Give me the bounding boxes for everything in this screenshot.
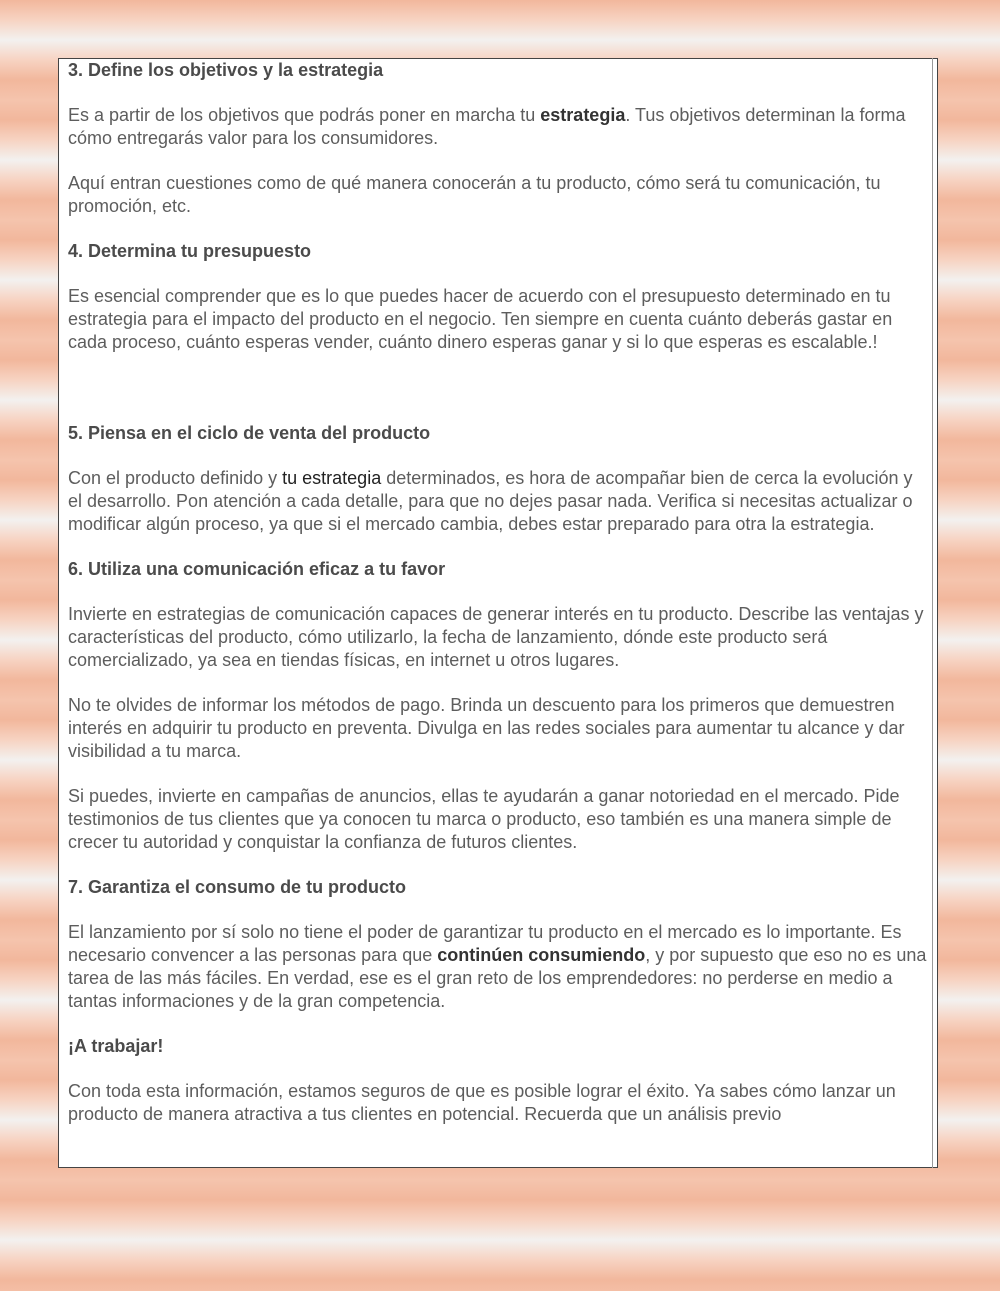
paragraph-comunicacion-1: Invierte en estrategias de comunicación capaces de generar interés en tu producto. Describe las ventajas y características del producto, cómo utilizarlo, la fecha de lanzamiento, dónde este producto será comercializado, ya sea en tiendas físicas, en internet u otros lugares. [68, 604, 924, 670]
heading-consumo: 7. Garantiza el consumo de tu producto [68, 877, 407, 897]
paragraph-consumo [68, 921, 929, 1013]
link-tu-estrategia[interactable]: tu estrategia [282, 468, 382, 488]
paragraph-ciclo-venta [68, 467, 929, 536]
text-run: determinados, es hora de acompañar bien de cerca la evolución y el desarrollo. Pon atención a cada detalle, para que no dejes pasar nada. Verifica si necesitas actualizar o modificar algún proceso, ya que si el mercado cambia, debes estar preparado para otra la estrategia. [68, 468, 913, 534]
heading-a-trabajar: ¡A trabajar! [68, 1036, 164, 1056]
heading-objetivos: 3. Define los objetivos y la estrategia [68, 60, 384, 80]
heading-presupuesto: 4. Determina tu presupuesto [68, 241, 312, 261]
paragraph-comunicacion-3: Si puedes, invierte en campañas de anuncios, ellas te ayudarán a ganar notoriedad en el mercado. Pide testimonios de tus clientes que ya conocen tu marca o producto, eso también es una manera simple de crecer tu autoridad y conquistar la confianza de futuros clientes. [68, 786, 900, 852]
bold-text-continuen: continúen consumiendo [437, 945, 646, 965]
document-page [58, 58, 938, 1168]
paragraph-cuestiones: Aquí entran cuestiones como de qué manera conocerán a tu producto, cómo será tu comunicación, tu promoción, etc. [68, 173, 881, 216]
bold-text-estrategia: estrategia [540, 105, 626, 125]
text-run: Con el producto definido y [68, 468, 283, 488]
paragraph-objetivos [68, 104, 929, 150]
heading-comunicacion: 6. Utiliza una comunicación eficaz a tu favor [68, 559, 446, 579]
page-right-rule [932, 58, 933, 1168]
paragraph-cierre: Con toda esta información, estamos seguros de que es posible lograr el éxito. Ya sabes cómo lanzar un producto de manera atractiva a tus clientes en potencial. Recuerda que un análisis previo [68, 1081, 896, 1124]
text-run: Es a partir de los objetivos que podrás poner en marcha tu [68, 105, 541, 125]
text-run: . Tus objetivos determinan la forma cómo entregarás valor para los consumidores. [68, 105, 906, 148]
text-run: , y por supuesto que eso no es una tarea de las más fáciles. En verdad, ese es el gran reto de los emprendedores: no perderse en medio a tantas informaciones y de la gran competencia. [68, 945, 927, 1011]
text-run: El lanzamiento por sí solo no tiene el poder de garantizar tu producto en el mercado es lo importante. Es necesario convencer a las personas para que [68, 922, 902, 965]
paragraph-presupuesto: Es esencial comprender que es lo que puedes hacer de acuerdo con el presupuesto determinado en tu estrategia para el impacto del producto en el negocio. Ten siempre en cuenta cuánto deberás gastar en cada proceso, cuánto esperas vender, cuánto dinero esperas ganar y si lo que esperas es escalable.! [68, 286, 893, 352]
paragraph-comunicacion-2: No te olvides de informar los métodos de pago. Brinda un descuento para los primeros que demuestren interés en adquirir tu producto en preventa. Divulga en las redes sociales para aumentar tu alcance y dar visibilidad a tu marca. [68, 695, 905, 761]
heading-ciclo-venta: 5. Piensa en el ciclo de venta del producto [68, 423, 431, 443]
